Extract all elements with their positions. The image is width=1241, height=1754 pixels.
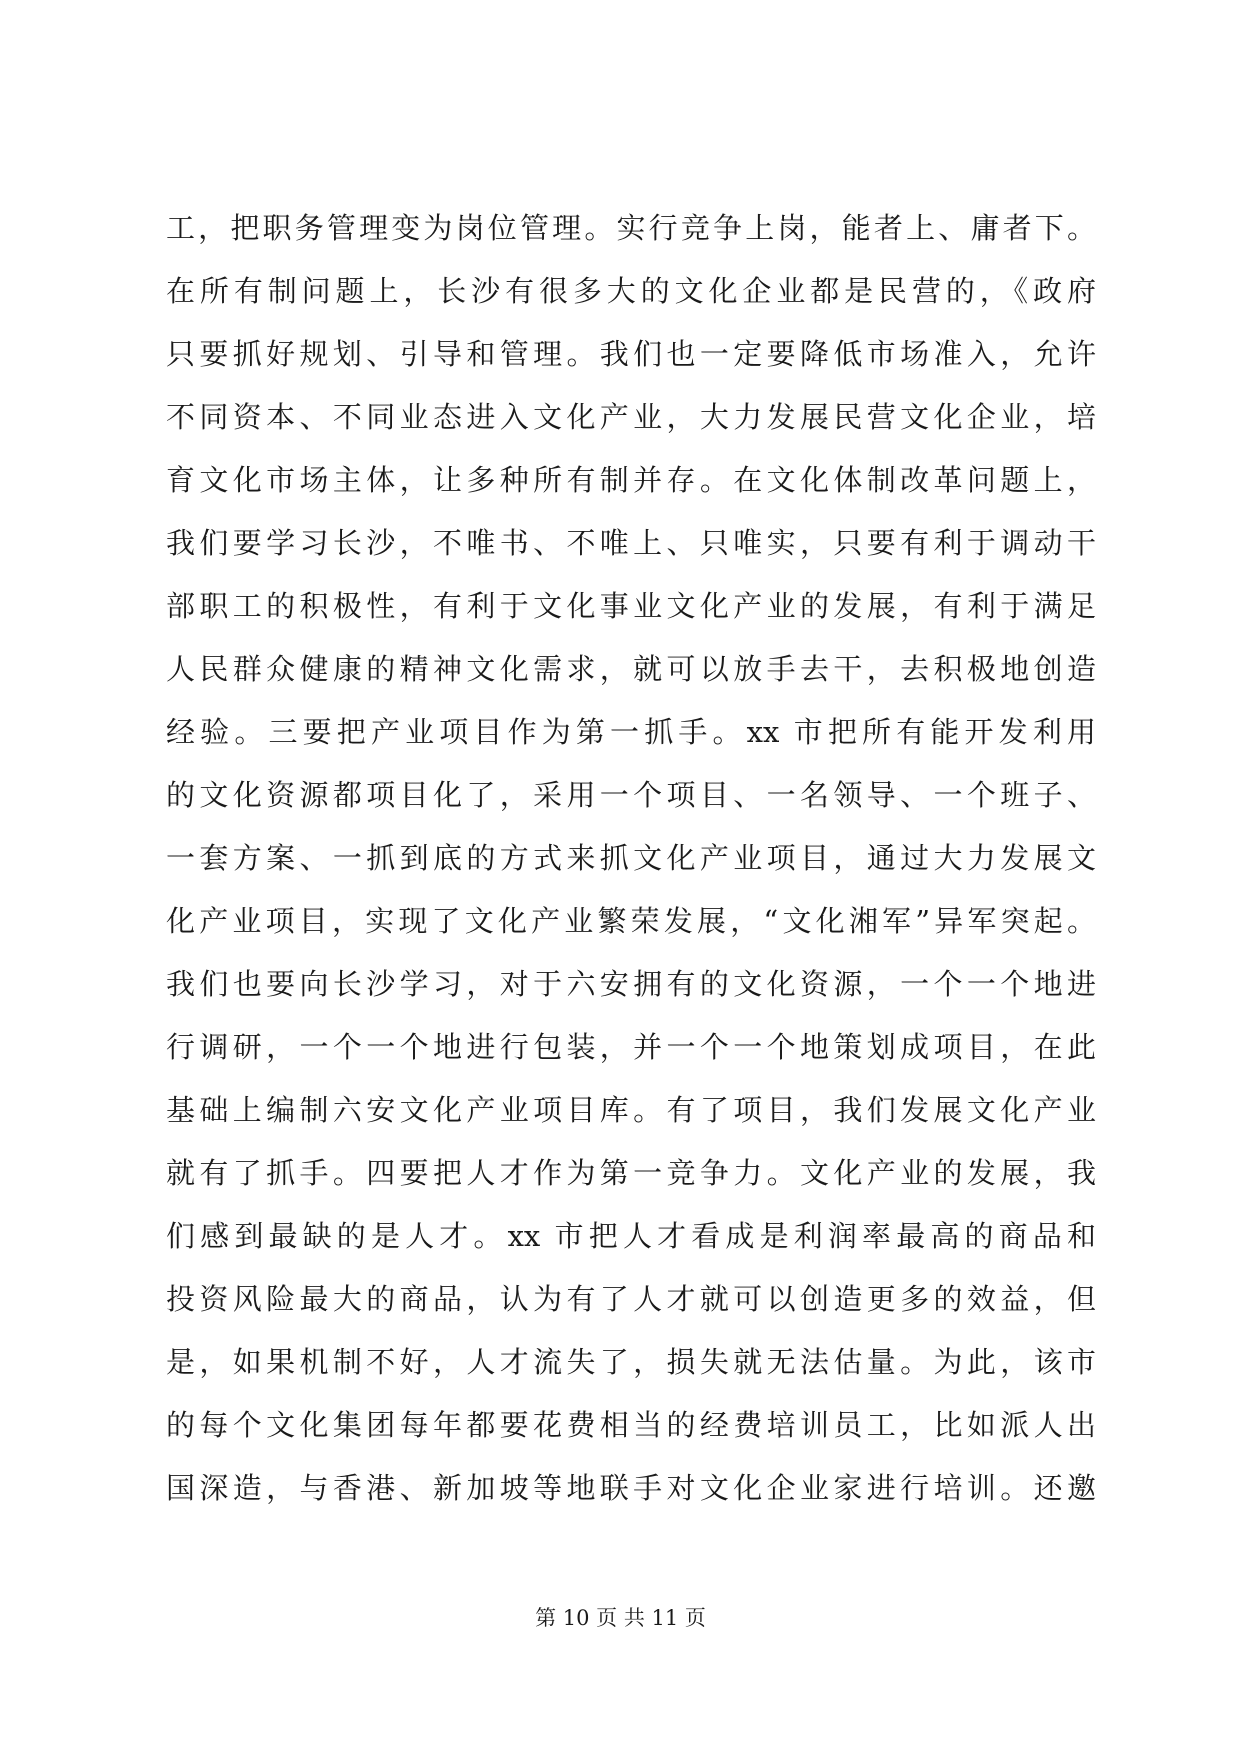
text-line: 不同资本、不同业态进入文化产业，大力发展民营文化企业，培 bbox=[166, 400, 1096, 434]
text-line: 基础上编制六安文化产业项目库。有了项目，我们发展文化产业 bbox=[166, 1093, 1096, 1127]
text-line: 在所有制问题上，长沙有很多大的文化企业都是民营的，《政府 bbox=[166, 274, 1096, 308]
text-line: 育文化市场主体，让多种所有制并存。在文化体制改革问题上， bbox=[166, 463, 1096, 497]
body-text bbox=[166, 197, 1096, 1520]
text-line: 是，如果机制不好，人才流失了，损失就无法估量。为此，该市 bbox=[166, 1345, 1096, 1379]
text-line: 一套方案、一抓到底的方式来抓文化产业项目，通过大力发展文 bbox=[166, 841, 1096, 875]
text-line: 的文化资源都项目化了，采用一个项目、一名领导、一个班子、 bbox=[166, 778, 1096, 812]
text-line: 们感到最缺的是人才。xx 市把人才看成是利润率最高的商品和 bbox=[166, 1219, 1096, 1253]
text-line: 化产业项目，实现了文化产业繁荣发展，“文化湘军”异军突起。 bbox=[166, 904, 1096, 938]
text-line: 行调研，一个一个地进行包装，并一个一个地策划成项目，在此 bbox=[166, 1030, 1096, 1064]
text-line: 只要抓好规划、引导和管理。我们也一定要降低市场准入，允许 bbox=[166, 337, 1096, 371]
text-line: 投资风险最大的商品，认为有了人才就可以创造更多的效益，但 bbox=[166, 1282, 1096, 1316]
text-line: 部职工的积极性，有利于文化事业文化产业的发展，有利于满足 bbox=[166, 589, 1096, 623]
text-line: 国深造，与香港、新加坡等地联手对文化企业家进行培训。还邀 bbox=[166, 1471, 1096, 1505]
text-line: 就有了抓手。四要把人才作为第一竞争力。文化产业的发展，我 bbox=[166, 1156, 1096, 1190]
text-line: 的每个文化集团每年都要花费相当的经费培训员工，比如派人出 bbox=[166, 1408, 1096, 1442]
text-line: 经验。三要把产业项目作为第一抓手。xx 市把所有能开发利用 bbox=[166, 715, 1096, 749]
page-number-footer: 第 10 页 共 11 页 bbox=[535, 1606, 706, 1630]
text-line: 我们也要向长沙学习，对于六安拥有的文化资源，一个一个地进 bbox=[166, 967, 1096, 1001]
text-line: 人民群众健康的精神文化需求，就可以放手去干，去积极地创造 bbox=[166, 652, 1096, 686]
text-line: 工，把职务管理变为岗位管理。实行竞争上岗，能者上、庸者下。 bbox=[166, 211, 1096, 245]
text-line: 我们要学习长沙，不唯书、不唯上、只唯实，只要有利于调动干 bbox=[166, 526, 1096, 560]
